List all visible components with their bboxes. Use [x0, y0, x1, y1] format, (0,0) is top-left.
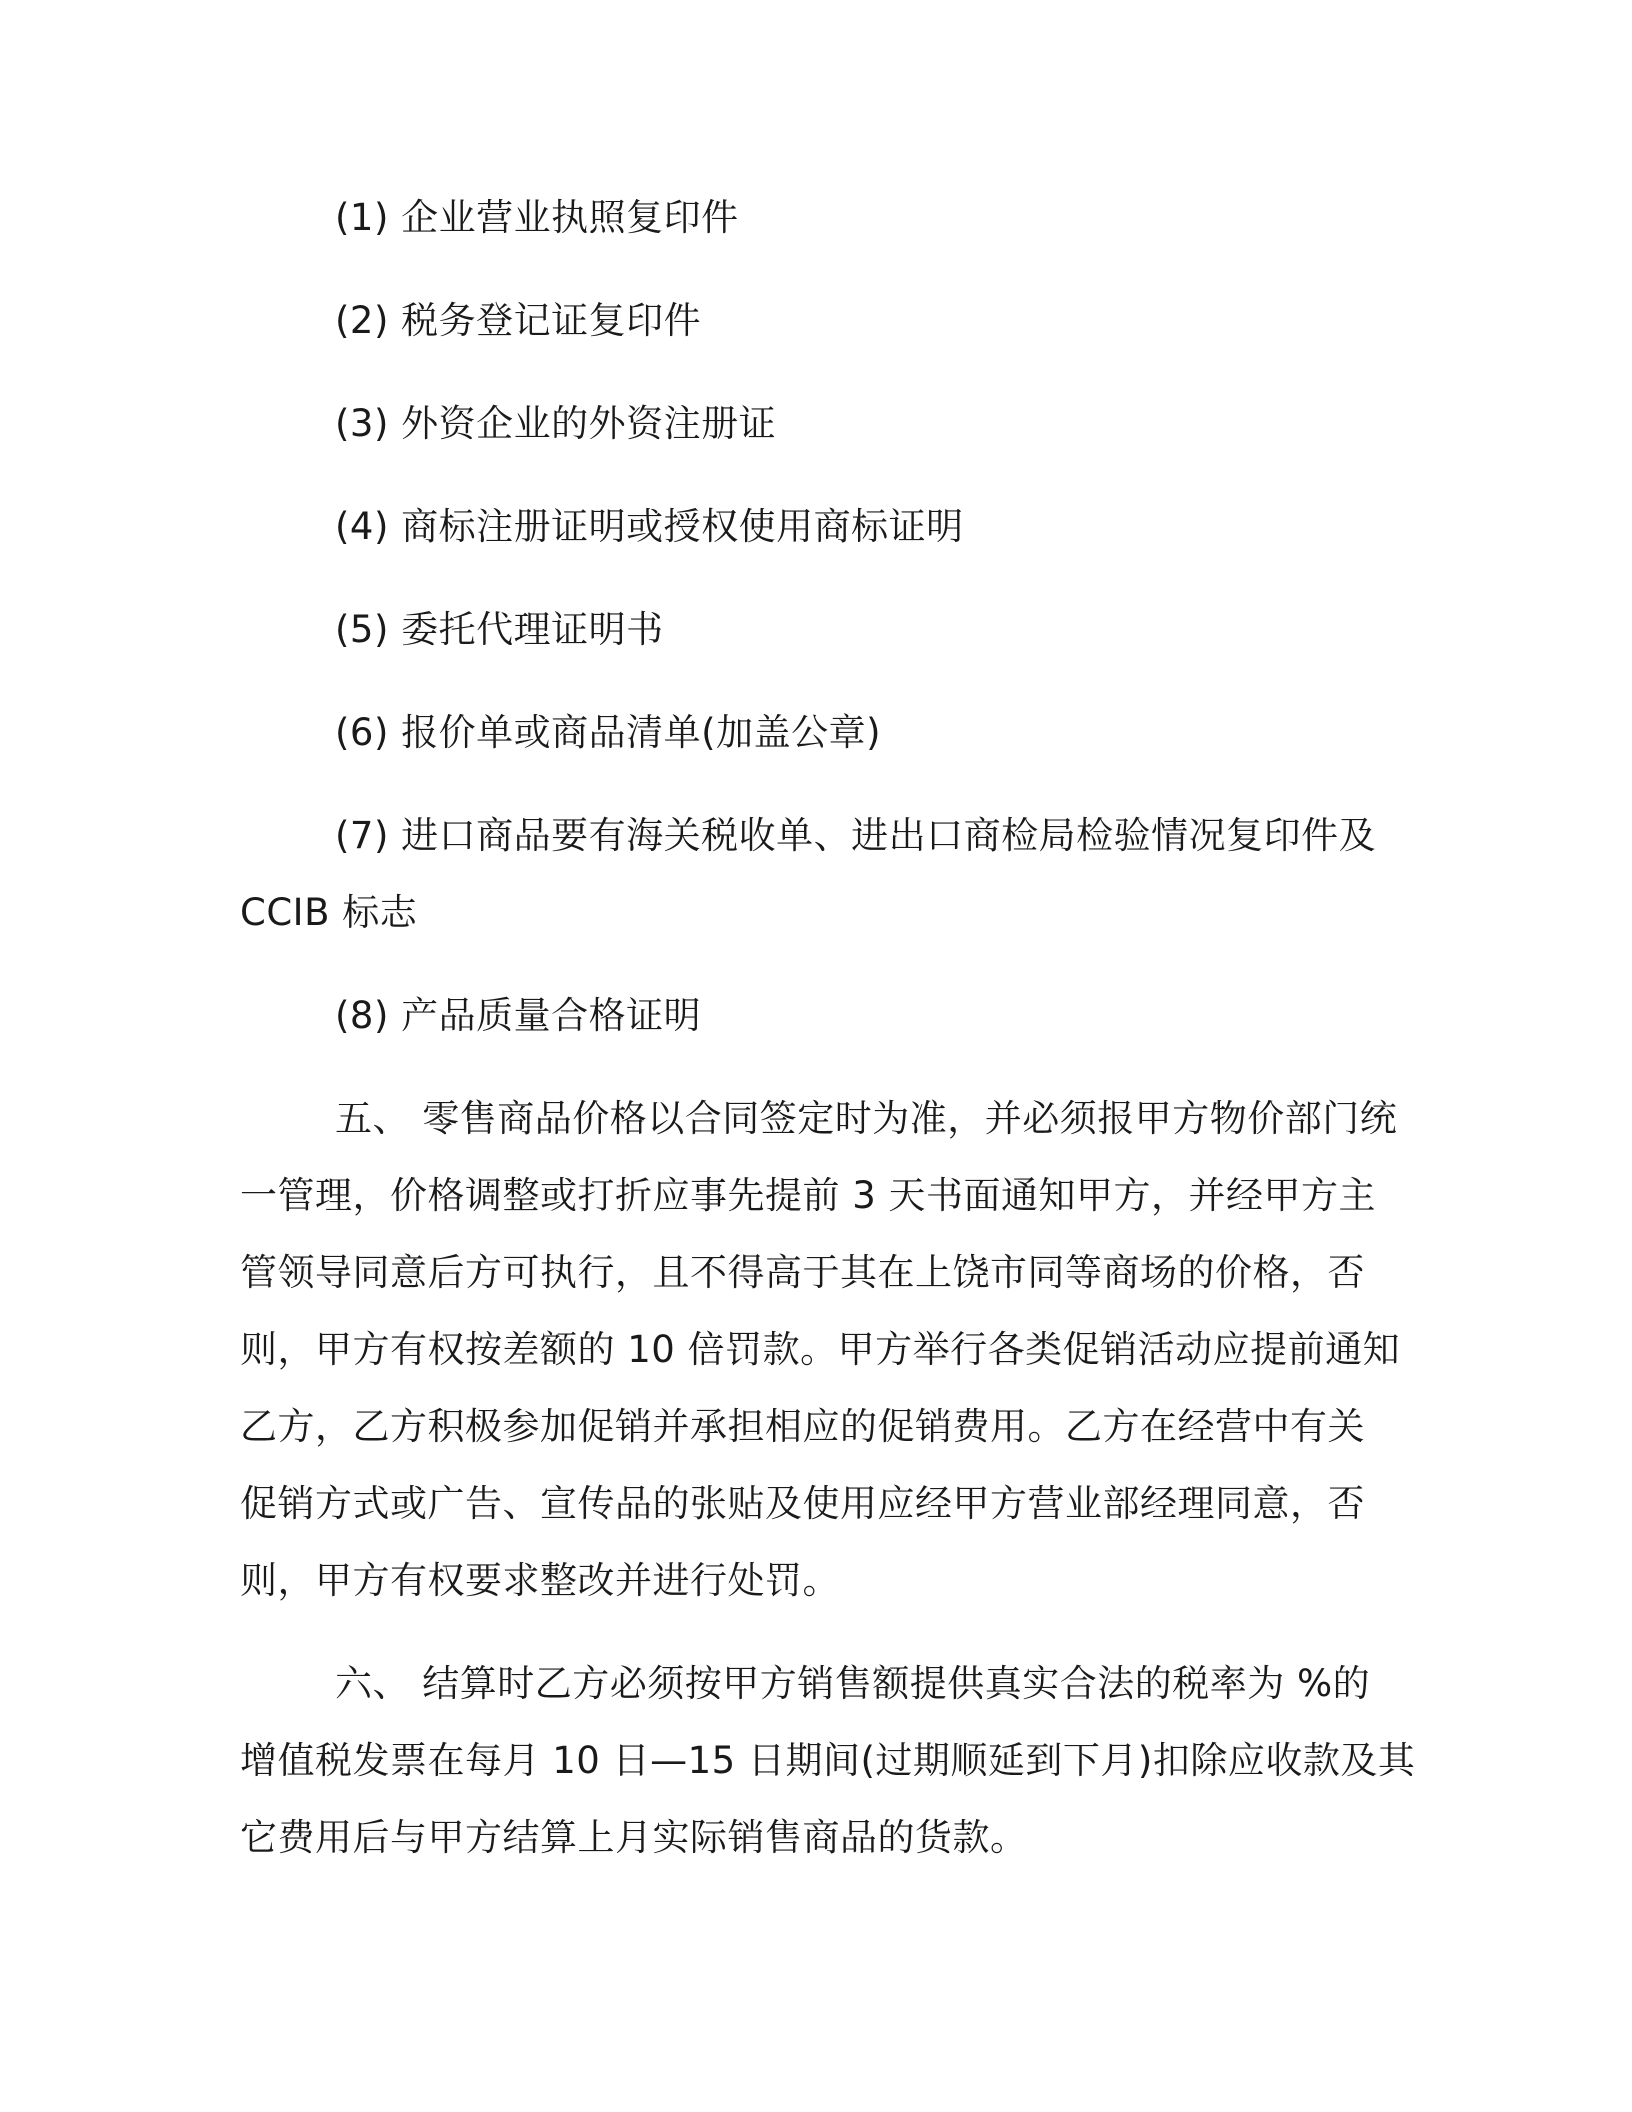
list-item-7: (7) 进口商品要有海关税收单、进出口商检局检验情况复印件及 [335, 814, 1377, 857]
section-five-line-6: 促销方式或广告、宣传品的张贴及使用应经甲方营业部经理同意，否 [240, 1482, 1365, 1525]
section-six-line-2: 增值税发票在每月 10 日—15 日期间(过期顺延到下月)扣除应收款及其 [240, 1739, 1416, 1782]
list-item-7-continuation: CCIB 标志 [240, 891, 418, 934]
section-six-line-3: 它费用后与甲方结算上月实际销售商品的货款。 [240, 1816, 1028, 1859]
list-item-2: (2) 税务登记证复印件 [335, 299, 702, 342]
section-five-line-4: 则，甲方有权按差额的 10 倍罚款。甲方举行各类促销活动应提前通知 [240, 1328, 1401, 1371]
section-five-line-1: 五、 零售商品价格以合同签定时为准，并必须报甲方物价部门统 [335, 1097, 1398, 1140]
list-item-1: (1) 企业营业执照复印件 [335, 196, 739, 239]
list-item-8: (8) 产品质量合格证明 [335, 994, 702, 1037]
list-item-4: (4) 商标注册证明或授权使用商标证明 [335, 505, 964, 548]
section-five-line-7: 则，甲方有权要求整改并进行处罚。 [240, 1559, 840, 1602]
section-five-line-5: 乙方，乙方积极参加促销并承担相应的促销费用。乙方在经营中有关 [240, 1405, 1365, 1448]
section-five-line-2: 一管理，价格调整或打折应事先提前 3 天书面通知甲方，并经甲方主 [240, 1174, 1377, 1217]
section-five-line-3: 管领导同意后方可执行，且不得高于其在上饶市同等商场的价格，否 [240, 1251, 1365, 1294]
list-item-6: (6) 报价单或商品清单(加盖公章) [335, 711, 882, 754]
list-item-5: (5) 委托代理证明书 [335, 608, 664, 651]
section-six-line-1: 六、 结算时乙方必须按甲方销售额提供真实合法的税率为 %的 [335, 1662, 1371, 1705]
list-item-3: (3) 外资企业的外资注册证 [335, 402, 777, 445]
